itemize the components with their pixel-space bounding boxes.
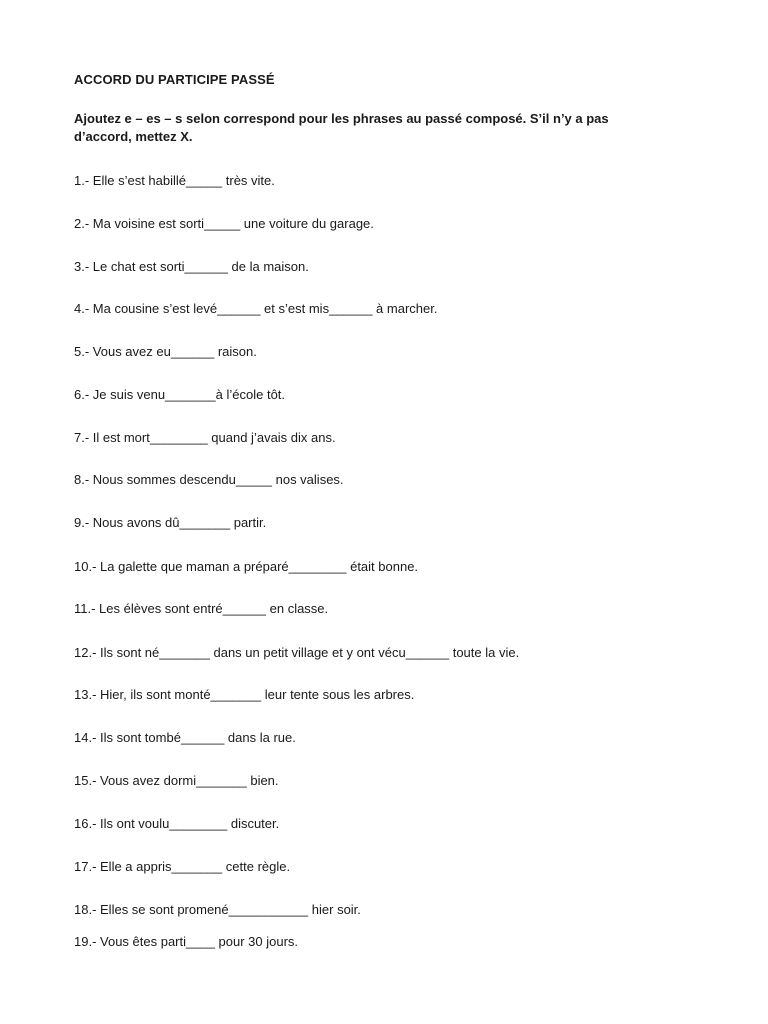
exercise-item-3: 3.- Le chat est sorti______ de la maison. [74,259,309,274]
exercise-item-5: 5.- Vous avez eu______ raison. [74,344,257,359]
exercise-item-15: 15.- Vous avez dormi_______ bien. [74,773,279,788]
exercise-item-7: 7.- Il est mort________ quand j’avais dix ans. [74,430,336,445]
exercise-item-17: 17.- Elle a appris_______ cette règle. [74,859,291,874]
exercise-item-6: 6.- Je suis venu_______à l’école tôt. [74,387,286,402]
exercise-item-19: 19.- Vous êtes parti____ pour 30 jours. [74,934,299,949]
exercise-item-12: 12.- Ils sont né_______ dans un petit village et y ont vécu______ toute la vie. [74,645,520,660]
instructions [74,110,674,146]
exercise-item-13: 13.- Hier, ils sont monté_______ leur tente sous les arbres. [74,687,415,702]
exercise-item-16: 16.- Ils ont voulu________ discuter. [74,816,280,831]
instructions-line-1: Ajoutez e – es – s selon correspond pour les phrases au passé composé. S’il n’y a pas [74,111,609,126]
exercise-item-2: 2.- Ma voisine est sorti_____ une voiture du garage. [74,216,374,231]
exercise-item-9: 9.- Nous avons dû_______ partir. [74,515,267,530]
page-title: ACCORD DU PARTICIPE PASSÉ [74,72,275,87]
exercise-item-4: 4.- Ma cousine s’est levé______ et s’est mis______ à marcher. [74,301,438,316]
exercise-item-8: 8.- Nous sommes descendu_____ nos valises. [74,472,344,487]
instructions-line-2: d’accord, mettez X. [74,129,193,144]
exercise-item-1: 1.- Elle s’est habillé_____ très vite. [74,173,275,188]
exercise-item-18: 18.- Elles se sont promené___________ hier soir. [74,902,361,917]
exercise-item-10: 10.- La galette que maman a préparé________ était bonne. [74,559,419,574]
exercise-item-14: 14.- Ils sont tombé______ dans la rue. [74,730,296,745]
exercise-item-11: 11.- Les élèves sont entré______ en classe. [74,601,329,616]
